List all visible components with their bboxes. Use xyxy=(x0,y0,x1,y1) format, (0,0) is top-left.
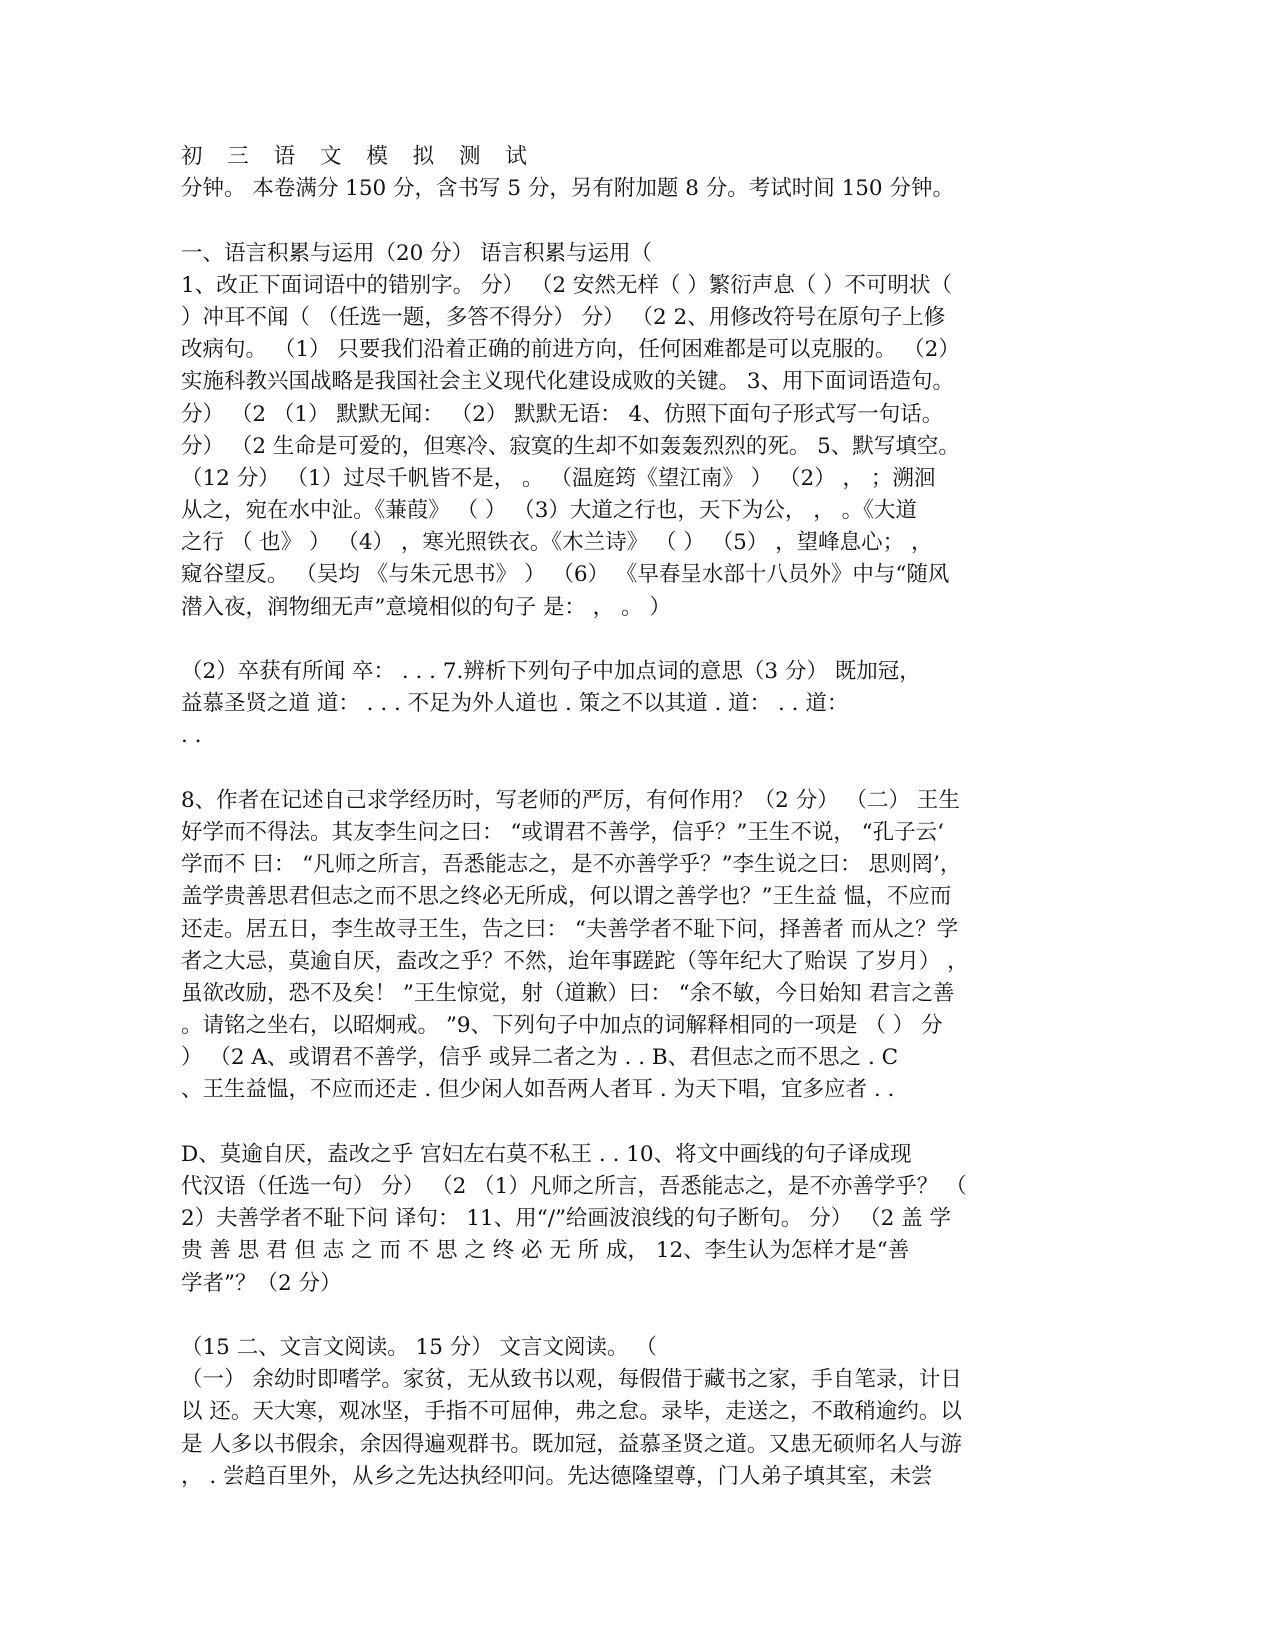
text-line: 2）夫善学者不耻下问 译句： 11、用“/”给画波浪线的句子断句。 分） （2 盖 学 xyxy=(181,1206,951,1232)
text-line: （一） 余幼时即嗜学。家贫，无从致书以观，每假借于藏书之家，手自笔录，计日 xyxy=(181,1367,962,1393)
paragraph-section-one xyxy=(181,238,1051,624)
text-line: 潜入夜，润物细无声”意境相似的句子 是： ， 。 ） xyxy=(181,594,671,620)
paragraph-section-two xyxy=(181,1332,1051,1493)
text-line: 改病句。 （1） 只要我们沿着正确的前进方向，任何困难都是可以克服的。 （2） xyxy=(181,337,960,363)
text-line: 一、语言积累与运用（20 分） 语言积累与运用（ xyxy=(181,240,653,266)
paragraph-questions-eight-to-twelve xyxy=(181,785,1051,1107)
text-line: 虽欲改励，恐不及矣！ ”王生惊觉，射（道歉）曰： “余不敏，今日始知 君言之善 xyxy=(181,980,955,1006)
paragraph-gap xyxy=(181,1300,1051,1332)
text-line: 益慕圣贤之道 道： . . . 不足为外人道也 . 策之不以其道 . 道： . . 道： xyxy=(181,691,849,717)
text-line: 贵 善 思 君 但 志 之 而 不 思 之 终 必 无 所 成， 12、李生认为怎样才是“善 xyxy=(181,1238,910,1264)
paragraph-gap xyxy=(181,205,1051,237)
text-line: 分钟。 本卷满分 150 分，含书写 5 分，另有附加题 8 分。考试时间 150 分钟。 xyxy=(181,176,954,202)
text-line: 还走。居五日，李生故寻王生，告之曰： “夫善学者不耻下问，择善者 而从之？学 xyxy=(181,916,959,942)
text-line: 分） （2 （1） 默默无闻： （2） 默默无语： 4、仿照下面句子形式写一句话。 xyxy=(181,401,944,427)
paragraph-question-seven xyxy=(181,656,1051,753)
text-line: D、莫逾自厌，盍改之乎 宫妇左右莫不私王 . . 10、将文中画线的句子译成现 xyxy=(181,1141,912,1167)
paragraph-questions-ten-to-twelve xyxy=(181,1139,1051,1300)
text-line: 代汉语（任选一句） 分） （2 （1）凡师之所言，吾悉能志之，是不亦善学乎？ （ xyxy=(181,1174,967,1199)
text-line: 8、作者在记述自己求学经历时，写老师的严厉，有何作用？（2 分） （二） 王生 xyxy=(181,787,960,813)
text-line: . . xyxy=(181,723,202,749)
text-line: 从之，宛在水中沚。《蒹葭》 （ ） （3）大道之行也，天下为公， ， 。《大道 xyxy=(181,498,917,524)
text-line: 以 还。天大寒，观冰坚，手指不可屈伸，弗之怠。录毕，走送之，不敢稍逾约。以 xyxy=(181,1399,962,1425)
paragraph-exam-info xyxy=(181,173,1051,205)
text-line: 窥谷望反。 （吴均 《与朱元思书》 ） （6） 《早春呈水部十八员外》中与“随风 xyxy=(181,562,950,588)
text-line: 实施科教兴国战略是我国社会主义现代化建设成败的关键。 3、用下面词语造句。 xyxy=(181,369,955,395)
text-line: 分） （2 生命是可爱的，但寒冷、寂寞的生却不如轰轰烈烈的死。 5、默写填空。 xyxy=(181,433,960,459)
text-line: （12 分） （1）过尽千帆皆不是， 。 （温庭筠《望江南》 ） （2） ， ；溯洄 xyxy=(181,465,936,491)
text-line: ， . 尝趋百里外，从乡之先达执经叩问。先达德隆望尊，门人弟子填其室，未尝 xyxy=(181,1463,933,1489)
document-body xyxy=(181,173,1051,1493)
text-line: 好学而不得法。其友李生问之曰： “或谓君不善学，信乎？”王生不说， “孔子云‘ xyxy=(181,819,944,845)
text-line: ）冲耳不闻（ （任选一题，多答不得分） 分） （2 2、用修改符号在原句子上修 xyxy=(181,304,946,330)
document-title: 初 三 语 文 模 拟 测 试 xyxy=(181,144,536,169)
text-line: 、王生益愠，不应而还走 . 但少闲人如吾两人者耳 . 为天下唱，宜多应者 . . xyxy=(181,1077,895,1103)
paragraph-gap xyxy=(181,753,1051,785)
text-line: 盖学贵善思君但志之而不思之终必无所成，何以谓之善学也？”王生益 愠，不应而 xyxy=(181,884,952,910)
text-line: 1、改正下面词语中的错别字。 分） （2 安然无样（ ）繁衍声息（ ）不可明状（ xyxy=(181,272,953,298)
text-line: 是 人多以书假余，余因得遍观群书。既加冠，益慕圣贤之道。又患无硕师名人与游 xyxy=(181,1431,962,1457)
text-line: 之行 （ 也》 ） （4） ，寒光照铁衣。《木兰诗》 （ ） （5） ，望峰息心； ， xyxy=(181,530,933,556)
exam-page xyxy=(181,141,1051,1493)
text-line: ） （2 A、或谓君不善学，信乎 或异二者之为 . . B、君但志之而不思之 . C xyxy=(181,1045,899,1071)
text-line: 学而不 曰： “凡师之所言，吾悉能志之，是不亦善学乎？”李生说之曰： 思则罔’， xyxy=(181,852,962,878)
text-line: 者之大忌，莫逾自厌，盍改之乎？不然，迨年事蹉跎（等年纪大了贻误 了岁月） ， xyxy=(181,948,969,974)
text-line: （2）卒获有所闻 卒： . . . 7.辨析下列句子中加点词的意思（3 分） 既加冠， xyxy=(181,659,921,684)
text-line: 学者”？（2 分） xyxy=(181,1270,342,1296)
paragraph-gap xyxy=(181,624,1051,656)
text-line: 。请铭之坐右，以昭炯戒。 ”9、下列句子中加点的词解释相同的一项是 （ ） 分 xyxy=(181,1013,943,1039)
text-line: （15 二、文言文阅读。 15 分） 文言文阅读。 （ xyxy=(181,1334,657,1360)
paragraph-gap xyxy=(181,1107,1051,1139)
